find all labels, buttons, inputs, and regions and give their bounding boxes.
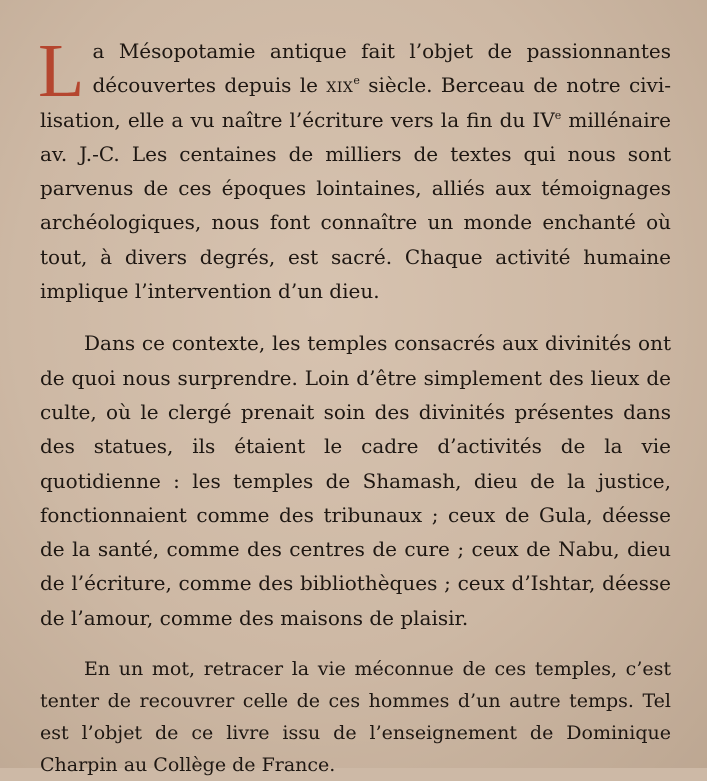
millennium-superscript: e xyxy=(554,108,562,122)
paragraph-temples: Dans ce contexte, les temples consacrés aux divinités ont de quoi nous surprendre. Loin d’être simplement des lieux de culte, où le clergé prenait soin des divinités présentes dans des statues, ils étaient le cadre d’activités de la vie quotidienne : les temples de Shamash, dieu de la justice, fonctionnaient comme des tribunaux ; ceux de Gula, déesse de la santé, comme des centres de cure ; ceux de Nabu, dieu de l’écriture, comme des bibliothèques ; ceux d’Ishtar, déesse de l’amour, comme des maisons de plaisir. xyxy=(40,331,671,630)
intro-text-part-1: a Mésopotamie antique fait l’objet de passionnantes découvertes depuis le xyxy=(92,39,671,98)
drop-cap-letter: L xyxy=(38,29,85,113)
paragraph-conclusion: En un mot, retracer la vie méconnue de ces temples, c’est tenter de recouvrer celle de ces hommes d’un autre temps. Tel est l’objet de ce livre issu de l’enseignement de Dominique Charpin au Collège de France. xyxy=(40,658,671,777)
century-roman-numeral: xix xyxy=(326,73,354,98)
century-superscript: e xyxy=(353,74,360,88)
paragraph-intro xyxy=(38,29,671,308)
intro-text-part-2: siècle. Berceau de notre civilisation, elle a vu naître l’écriture vers la fin du IV xyxy=(40,73,671,132)
intro-text-part-3: millénaire av. J.-C. Les centaines de milliers de textes qui nous sont parvenus de ces époques lointaines, alliés aux témoignages archéologiques, nous font connaître un monde enchanté où tout, à divers degrés, est sacré. Chaque activité humaine implique l’intervention d’un dieu. xyxy=(40,107,671,304)
